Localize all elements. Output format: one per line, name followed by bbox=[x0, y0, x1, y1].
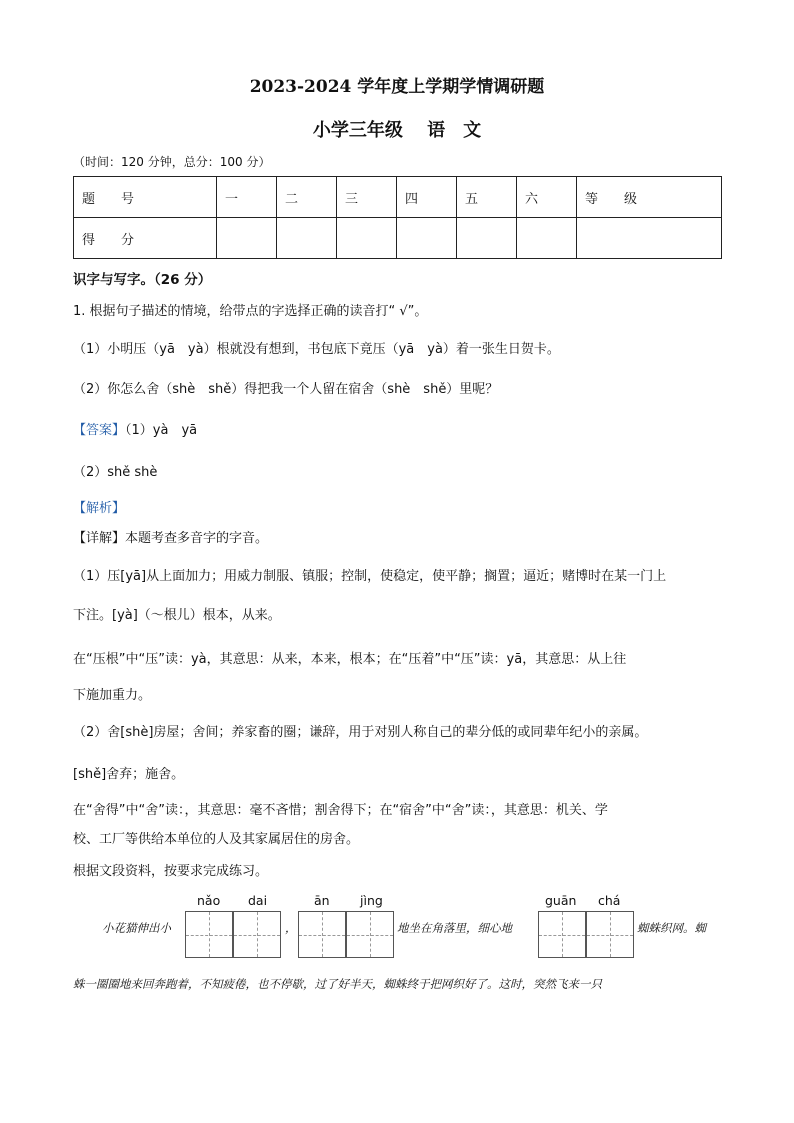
score-input-2[interactable] bbox=[277, 218, 337, 259]
detail-line bbox=[73, 527, 268, 546]
writing-box[interactable] bbox=[233, 911, 281, 958]
writing-box[interactable] bbox=[298, 911, 346, 958]
writing-box[interactable] bbox=[538, 911, 586, 958]
explanation-paragraph: 下施加重力。 bbox=[73, 688, 152, 703]
pinyin-label: ān bbox=[314, 893, 330, 908]
explanation-paragraph: [shě]舍弃；施舍。 bbox=[73, 767, 185, 782]
question-1-1: （1）小明压（yā yà）根就没有想到，书包底下竟压（yā yà）着一张生日贺卡。 bbox=[73, 342, 560, 357]
table-cell: 二 bbox=[277, 177, 337, 218]
time-note: （时间：120 分钟，总分：100 分） bbox=[73, 155, 271, 169]
writing-box[interactable] bbox=[346, 911, 394, 958]
grade-input[interactable] bbox=[577, 218, 722, 259]
exam-subtitle: 小学三年级 语 文 bbox=[312, 120, 482, 141]
analysis-label: 【解析】 bbox=[73, 501, 126, 516]
exam-title: 2023-2024 学年度上学期学情调研题 bbox=[249, 77, 545, 97]
score-input-4[interactable] bbox=[397, 218, 457, 259]
score-table bbox=[73, 176, 722, 259]
table-cell: 等 级 bbox=[577, 177, 722, 218]
detail-label: 【详解】 bbox=[73, 531, 126, 546]
passage-text: 小花猫伸出小 bbox=[102, 921, 171, 935]
table-cell: 四 bbox=[397, 177, 457, 218]
instruction-text: 根据文段资料，按要求完成练习。 bbox=[73, 864, 269, 879]
pinyin-label: nǎo bbox=[197, 893, 221, 908]
pinyin-label: chá bbox=[598, 893, 621, 908]
score-input-3[interactable] bbox=[337, 218, 397, 259]
passage-text: 地坐在角落里，细心地 bbox=[397, 921, 512, 935]
answer-line-1 bbox=[73, 419, 197, 438]
table-cell: 三 bbox=[337, 177, 397, 218]
score-input-5[interactable] bbox=[457, 218, 517, 259]
explanation-paragraph: 在“压根”中“压”读：yà，其意思：从来，本来，根本；在“压着”中“压”读：yā，其意思：从上往 bbox=[73, 652, 627, 667]
explanation-paragraph: （2）舍[shè]房屋；舍间；养家畜的圈；谦辞，用于对别人称自己的辈分低的或同辈年纪小的亲属。 bbox=[73, 725, 648, 740]
writing-box[interactable] bbox=[586, 911, 634, 958]
answer-line-2: （2）shě shè bbox=[73, 465, 158, 480]
detail-text: 本题考查多音字的字音。 bbox=[125, 531, 269, 546]
pinyin-label: guān bbox=[545, 893, 577, 908]
score-input-6[interactable] bbox=[517, 218, 577, 259]
passage-text: 蜘蛛织网。蜘 bbox=[637, 921, 706, 935]
question-1: 1. 根据句子描述的情境，给带点的字选择正确的读音打“ √”。 bbox=[73, 304, 428, 319]
answer-label: 【答案】 bbox=[73, 423, 126, 438]
table-cell: 五 bbox=[457, 177, 517, 218]
passage-text: 蛛一圈圈地来回奔跑着，不知疲倦，也不停歇，过了好半天，蜘蛛终于把网织好了。这时，突然飞来一只 bbox=[73, 977, 602, 991]
pinyin-label: jìng bbox=[360, 893, 383, 908]
explanation-paragraph: （1）压[yā]从上面加力；用威力制服、镇服；控制，使稳定，使平静；搁置；逼近；赌博时在某一门上 bbox=[73, 569, 667, 584]
answer-text: （1）yà yā bbox=[125, 423, 198, 438]
table-cell: 得 分 bbox=[74, 218, 217, 259]
section-heading: 识字与写字。（26 分） bbox=[73, 272, 212, 288]
score-input-1[interactable] bbox=[217, 218, 277, 259]
explanation-paragraph: 校、工厂等供给本单位的人及其家属居住的房舍。 bbox=[73, 832, 360, 847]
table-row bbox=[74, 218, 722, 259]
passage-comma: ， bbox=[285, 921, 297, 935]
question-1-2: （2）你怎么舍（shè shě）得把我一个人留在宿舍（shè shě）里呢？ bbox=[73, 382, 499, 397]
explanation-paragraph: 下注。[yà]（～根儿）根本，从来。 bbox=[73, 608, 281, 623]
pinyin-label: dai bbox=[248, 893, 268, 908]
table-row bbox=[74, 177, 722, 218]
table-cell: 题 号 bbox=[74, 177, 217, 218]
explanation-paragraph: 在“舍得”中“舍”读：，其意思：毫不吝惜；割舍得下；在“宿舍”中“舍”读：，其意思：机关、学 bbox=[73, 803, 608, 818]
table-cell: 六 bbox=[517, 177, 577, 218]
table-cell: 一 bbox=[217, 177, 277, 218]
writing-box[interactable] bbox=[185, 911, 233, 958]
